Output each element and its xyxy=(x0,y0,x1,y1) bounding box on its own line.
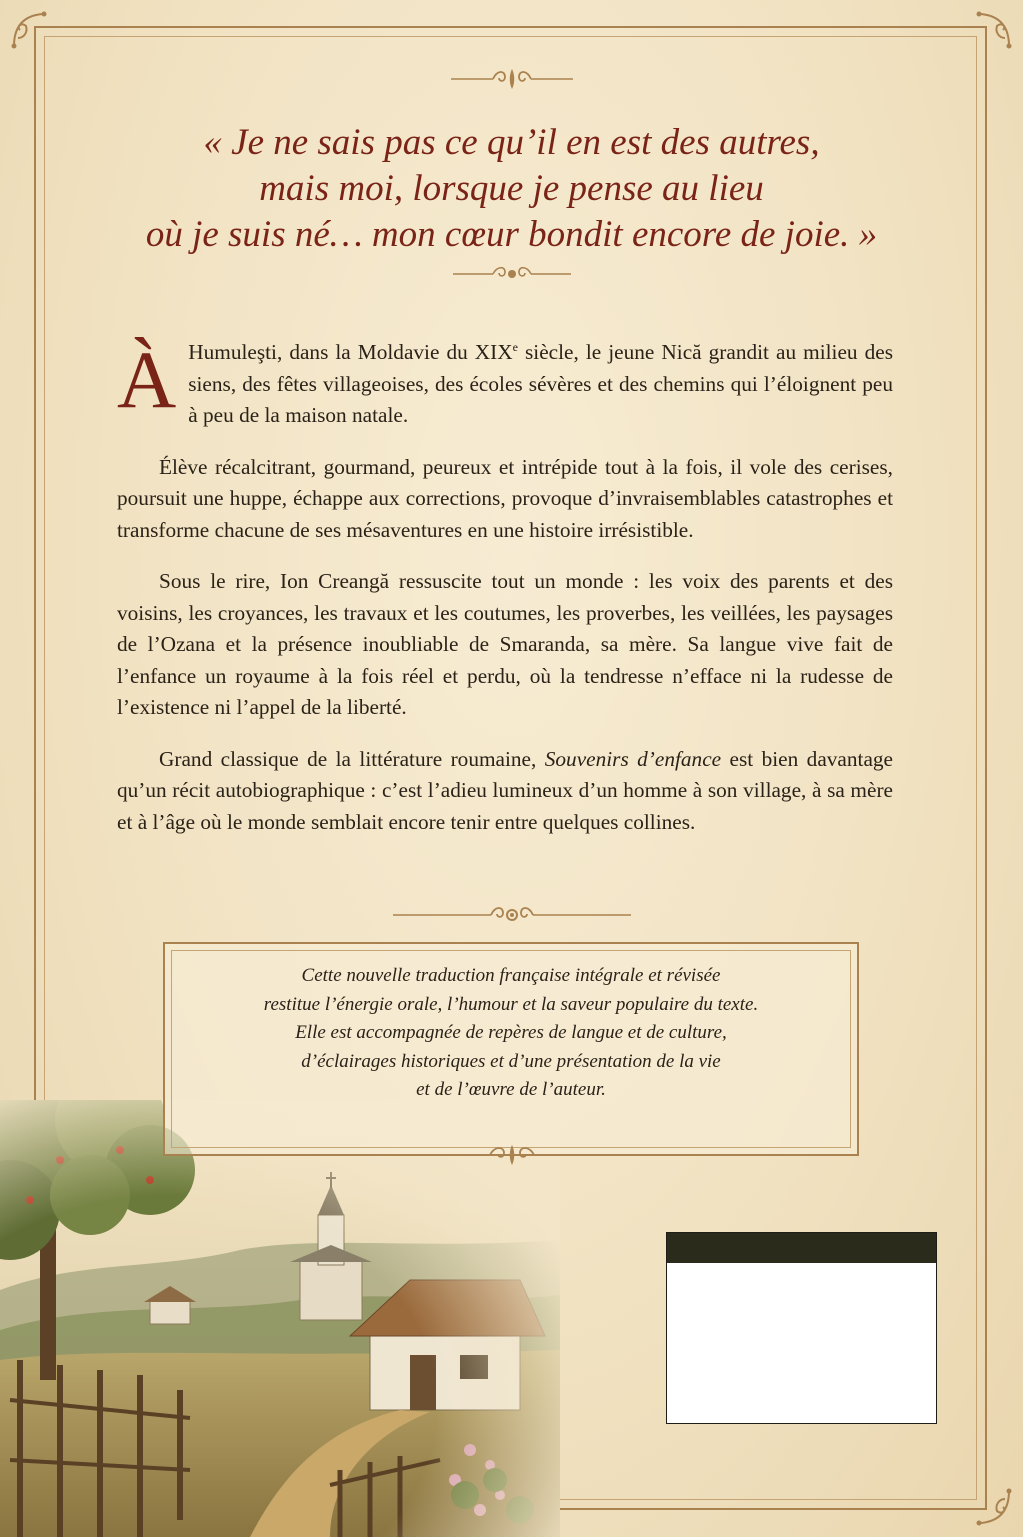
superscript: e xyxy=(512,340,518,354)
corner-flourish-icon xyxy=(8,8,52,52)
quote-line: mais moi, lorsque je pense au lieu xyxy=(259,168,764,209)
paragraph-text: Humuleşti, dans la Moldavie du XIX xyxy=(188,340,513,364)
paragraph-text: siècle, le jeune Nică grandit au milieu des siens, des fêtes villageoises, des écoles sévères et des chemins qui l’éloignent peu à peu de la maison natale. xyxy=(188,340,893,427)
paragraph-text: Grand classique de la littérature roumaine, xyxy=(159,746,545,771)
scroll-ornament-icon xyxy=(0,902,1023,933)
corner-flourish-icon xyxy=(971,1485,1015,1529)
quote-line: « Je ne sais pas ce qu’il en est des autres, xyxy=(203,122,820,163)
book-title: Souvenirs d’enfance xyxy=(544,746,722,771)
paragraph xyxy=(117,744,893,839)
barcode-band xyxy=(667,1233,936,1263)
drop-cap: À xyxy=(117,334,177,425)
note-line: et de l’œuvre de l’auteur. xyxy=(416,1079,606,1100)
translation-note-box xyxy=(163,942,859,1156)
scroll-ornament-icon xyxy=(0,66,1023,97)
blurb-text xyxy=(117,334,894,858)
corner-flourish-icon xyxy=(971,8,1015,52)
translation-note xyxy=(175,962,847,1105)
paragraph: Sous le rire, Ion Creangă ressuscite tout un monde : les voix des parents et des voisins, les croyances, les travaux et les coutumes, les proverbes, les veillées, les paysages de l’Ozana et la présence inoubliable de Smaranda, sa mère. Sa langue vive fait de l’enfance un royaume à la fois réel et perdu, où la tendresse n’efface ni la rudesse de l’existence ni l’appel de la liberté. xyxy=(117,569,893,719)
note-line: restitue l’énergie orale, l’humour et la saveur populaire du texte. xyxy=(263,993,759,1015)
epigraph-quote xyxy=(90,120,933,258)
paragraph-text: est bien davantage qu’un récit autobiographique : c’est l’adieu lumineux d’un homme à son village, à sa mère et à l’âge où le monde semblait encore tenir entre quelques collines. xyxy=(117,746,894,834)
note-line: Elle est accompagnée de repères de langue et de culture, xyxy=(295,1022,727,1043)
paragraph xyxy=(117,334,893,432)
scroll-ornament-icon xyxy=(0,262,1023,291)
scroll-ornament-icon xyxy=(0,1142,1023,1173)
note-line: d’éclairages historiques et d’une présentation de la vie xyxy=(301,1050,721,1072)
quote-line: où je suis né… mon cœur bondit encore de joie. » xyxy=(145,214,878,255)
paragraph: Élève récalcitrant, gourmand, peureux et intrépide tout à la fois, il vole des cerises, poursuit une huppe, échappe aux corrections, provoque d’invraisemblables catastrophes et transforme chacune de ses mésaventures en une histoire irrésistible. xyxy=(117,454,893,542)
note-line: Cette nouvelle traduction française intégrale et révisée xyxy=(301,965,721,986)
barcode-area xyxy=(666,1232,937,1424)
